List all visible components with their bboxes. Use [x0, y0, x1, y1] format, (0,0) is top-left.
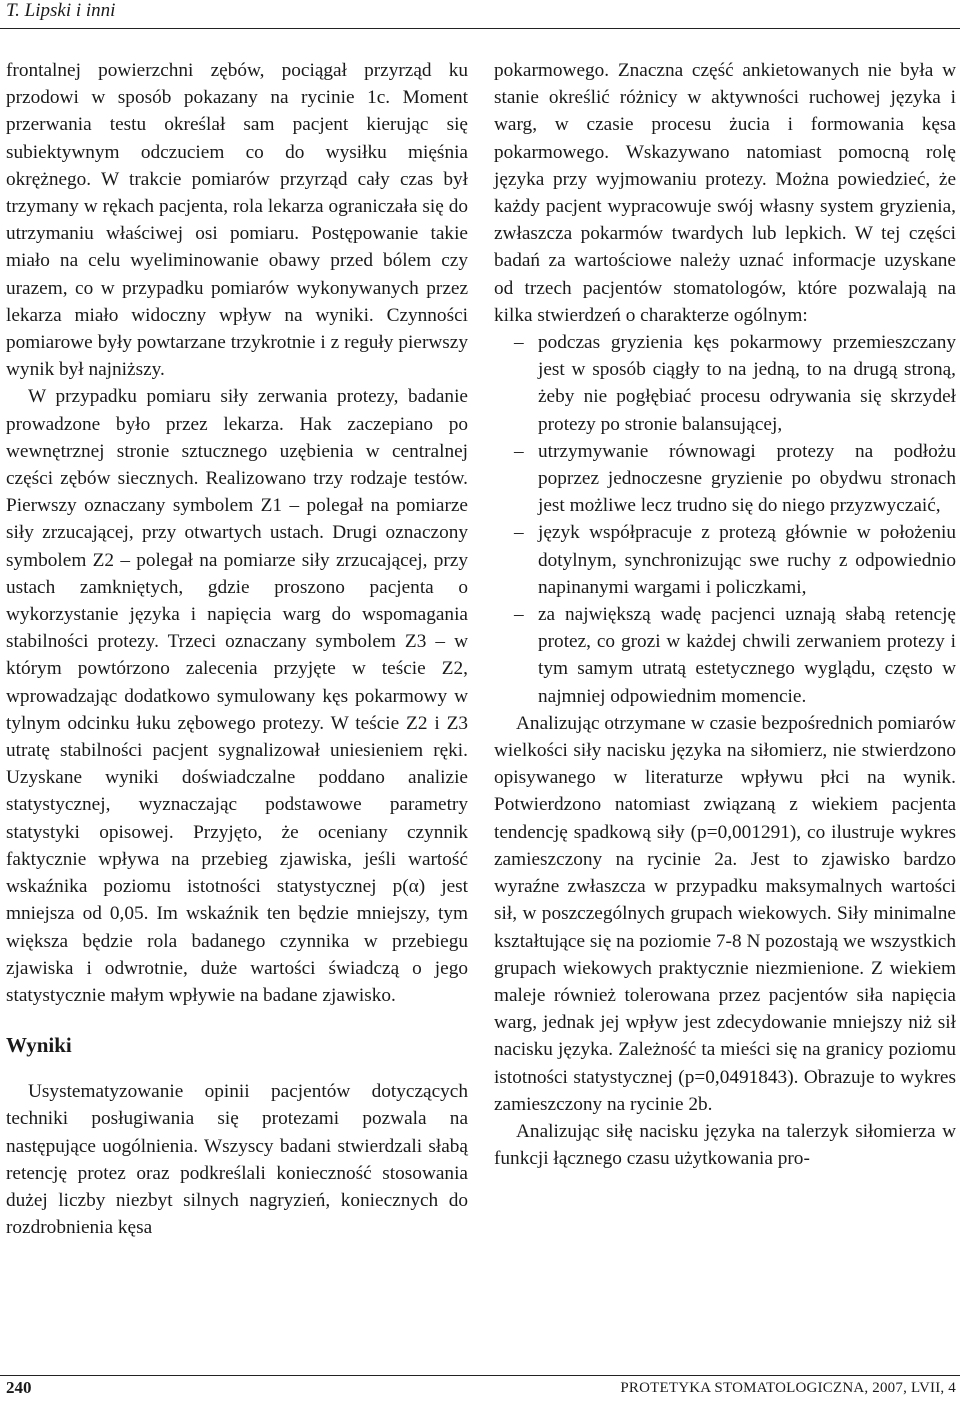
footer-divider [0, 1375, 960, 1376]
right-column [494, 57, 956, 1172]
list-item [494, 601, 956, 710]
list-item [494, 519, 956, 601]
left-column [6, 57, 468, 1241]
list-item-text: język współpracuje z protezą głównie w położeniu dotylnym, synchronizując swe ruchy z odpowiednio napinanymi wargami i policzkami, [538, 522, 956, 598]
list-item [494, 329, 956, 438]
paragraph: pokarmowego. Znaczna część ankietowanych nie była w stanie określić różnicy w aktywności ruchowej języka i warg, w czasie procesu żucia i formowania kęsa pokarmowego. Wskazywano natomiast pomocną rolę języka przy wyjmowaniu protezy. Można powiedzieć, że każdy pacjent wypracowuje swój własny system gryzienia, zwłaszcza pokarmów twardych lub lepkich. W tej części badań za wartościowe należy uznać informacje uzyskane od trzech pacjentów stomatologów, które pozwalają na kilka stwierdzeń o charakterze ogólnym: [494, 60, 956, 326]
running-header: T. Lipski i inni [6, 0, 116, 21]
list-item-text: podczas gryzienia kęs pokarmowy przemieszczany jest w sposób ciągły to na jedną, to na drugą stroną, żeby nie pogłębiać procesu odrywania się skrzydeł protezy po stronie balansującej, [538, 332, 956, 435]
header-divider [0, 28, 960, 29]
dash-bullet: – [514, 332, 524, 354]
paragraph: Analizując siłę nacisku języka na talerzyk siłomierza w funkcji łącznego czasu użytkowania pro- [494, 1120, 956, 1170]
dash-bullet: – [514, 604, 524, 626]
list-item [494, 438, 956, 520]
list-item-text: za największą wadę pacjenci uznają słabą retencję protez, co grozi w każdej chwili zerwaniem protezy i tym samym utratą estetycznego wyglądu, często w najmniej odpowiednim momencie. [538, 604, 956, 707]
journal-citation: PROTETYKA STOMATOLOGICZNA, 2007, LVII, 4 [620, 1380, 956, 1396]
dash-bullet: – [514, 522, 524, 544]
paragraph: frontalnej powierzchni zębów, pociągał przyrząd ku przodowi w sposób pokazany na rycinie 1c. Moment przerwania testu określał sam pacjent kierując się subiektywnym odczuciem co do wysiłku mięśnia okrężnego. W trakcie pomiarów przyrząd cały czas był trzymany w rękach pacjenta, rola lekarza ograniczała się do utrzymaniu właściwej osi pomiaru. Postępowanie takie miało na celu wyeliminowanie obawy przed bólem czy urazem, co w przypadku pomiarów wykonywanych przez lekarza miało widoczny wpływ na wyniki. Czynności pomiarowe były powtarzane trzykrotnie i z reguły pierwszy wynik był najniższy. [6, 60, 468, 381]
dash-bullet: – [514, 440, 524, 462]
paragraph: Usystematyzowanie opinii pacjentów dotyczących techniki posługiwania się protezami pozwala na następujące uogólnienia. Wszyscy badani stwierdzali słabą retencję protez oraz podkreślali konieczność stosowania dużej liczby niezbyt silnych nagryzień, koniecznych do rozdrobnienia kęsa [6, 1081, 468, 1239]
dash-list [494, 329, 956, 710]
section-heading: Wyniki [6, 1033, 72, 1058]
paragraph: W przypadku pomiaru siły zerwania protezy, badanie prowadzone było przez lekarza. Hak zaczepiano po wewnętrznej stronie sztucznego uzębienia w centralnej części zębów siecznych. Realizowano trzy rodzaje testów. Pierwszy oznaczany symbolem Z1 – polegał na pomiarze siły zrzucającej, przy otwartych ustach. Drugi oznaczony symbolem Z2 – polegał na pomiarze siły zrzucającej, przy ustach zamkniętych, gdzie proszono pacjenta o wykorzystanie języka i napięcia warg do wspomagania stabilności protezy. Trzeci oznaczany symbolem Z3 – w którym powtórzono zalecenia przyjęte w teście Z2, wprowadzając dodatkowo symulowany kęs pokarmowy w tylnym odcinku łuku zębowego protezy. W teście Z2 i Z3 utratę stabilności pacjent sygnalizował uniesieniem ręki. Uzyskane wyniki doświadczalne poddano analizie statystycznej, wyznaczając podstawowe parametry statystyki opisowej. Przyjęto, że oceniany czynnik faktycznie wpływa na przebieg zjawiska, jeśli wartość wskaźnika poziomu istotności statystycznej p(α) jest mniejsza od 0,05. Im wskaźnik ten będzie mniejszy, tym większa będzie rola badanego czynnika w przebiegu zjawiska i odwrotnie, duże wartości świadczą o jego statystycznie małym wpływie na badane zjawisko. [6, 386, 468, 1006]
page-number: 240 [6, 1378, 32, 1397]
list-item-text: utrzymywanie równowagi protezy na podłożu poprzez jednoczesne gryzienie po obydwu stronach jest możliwe lecz trudno się do niego przyzwyczaić, [538, 440, 956, 517]
paragraph: Analizując otrzymane w czasie bezpośrednich pomiarów wielkości siły nacisku języka na siłomierz, nie stwierdzono opisywanego w literaturze wpływu płci na wynik. Potwierdzono natomiast związaną z wiekiem pacjenta tendencję spadkową siły (p=0,001291), co ilustruje wykres zamieszczony na rycinie 2a. Jest to zjawisko bardzo wyraźne zwłaszcza w przypadku maksymalnych wartości sił, w poszczególnych grupach wiekowych. Siły minimalne kształtujące się na poziomie 7-8 N pozostają we wszystkich grupach wiekowych praktycznie niezmienione. Z wiekiem maleje również tolerowana przez pacjentów siła napięcia warg, jednak jej wpływ jest zdecydowanie mniejszy niż sił nacisku języka. Zależność ta mieści się na granicy poziomu istotności statystycznej (p=0,0491843). Obrazuje to wykres zamieszczony na rycinie 2b. [494, 712, 956, 1115]
